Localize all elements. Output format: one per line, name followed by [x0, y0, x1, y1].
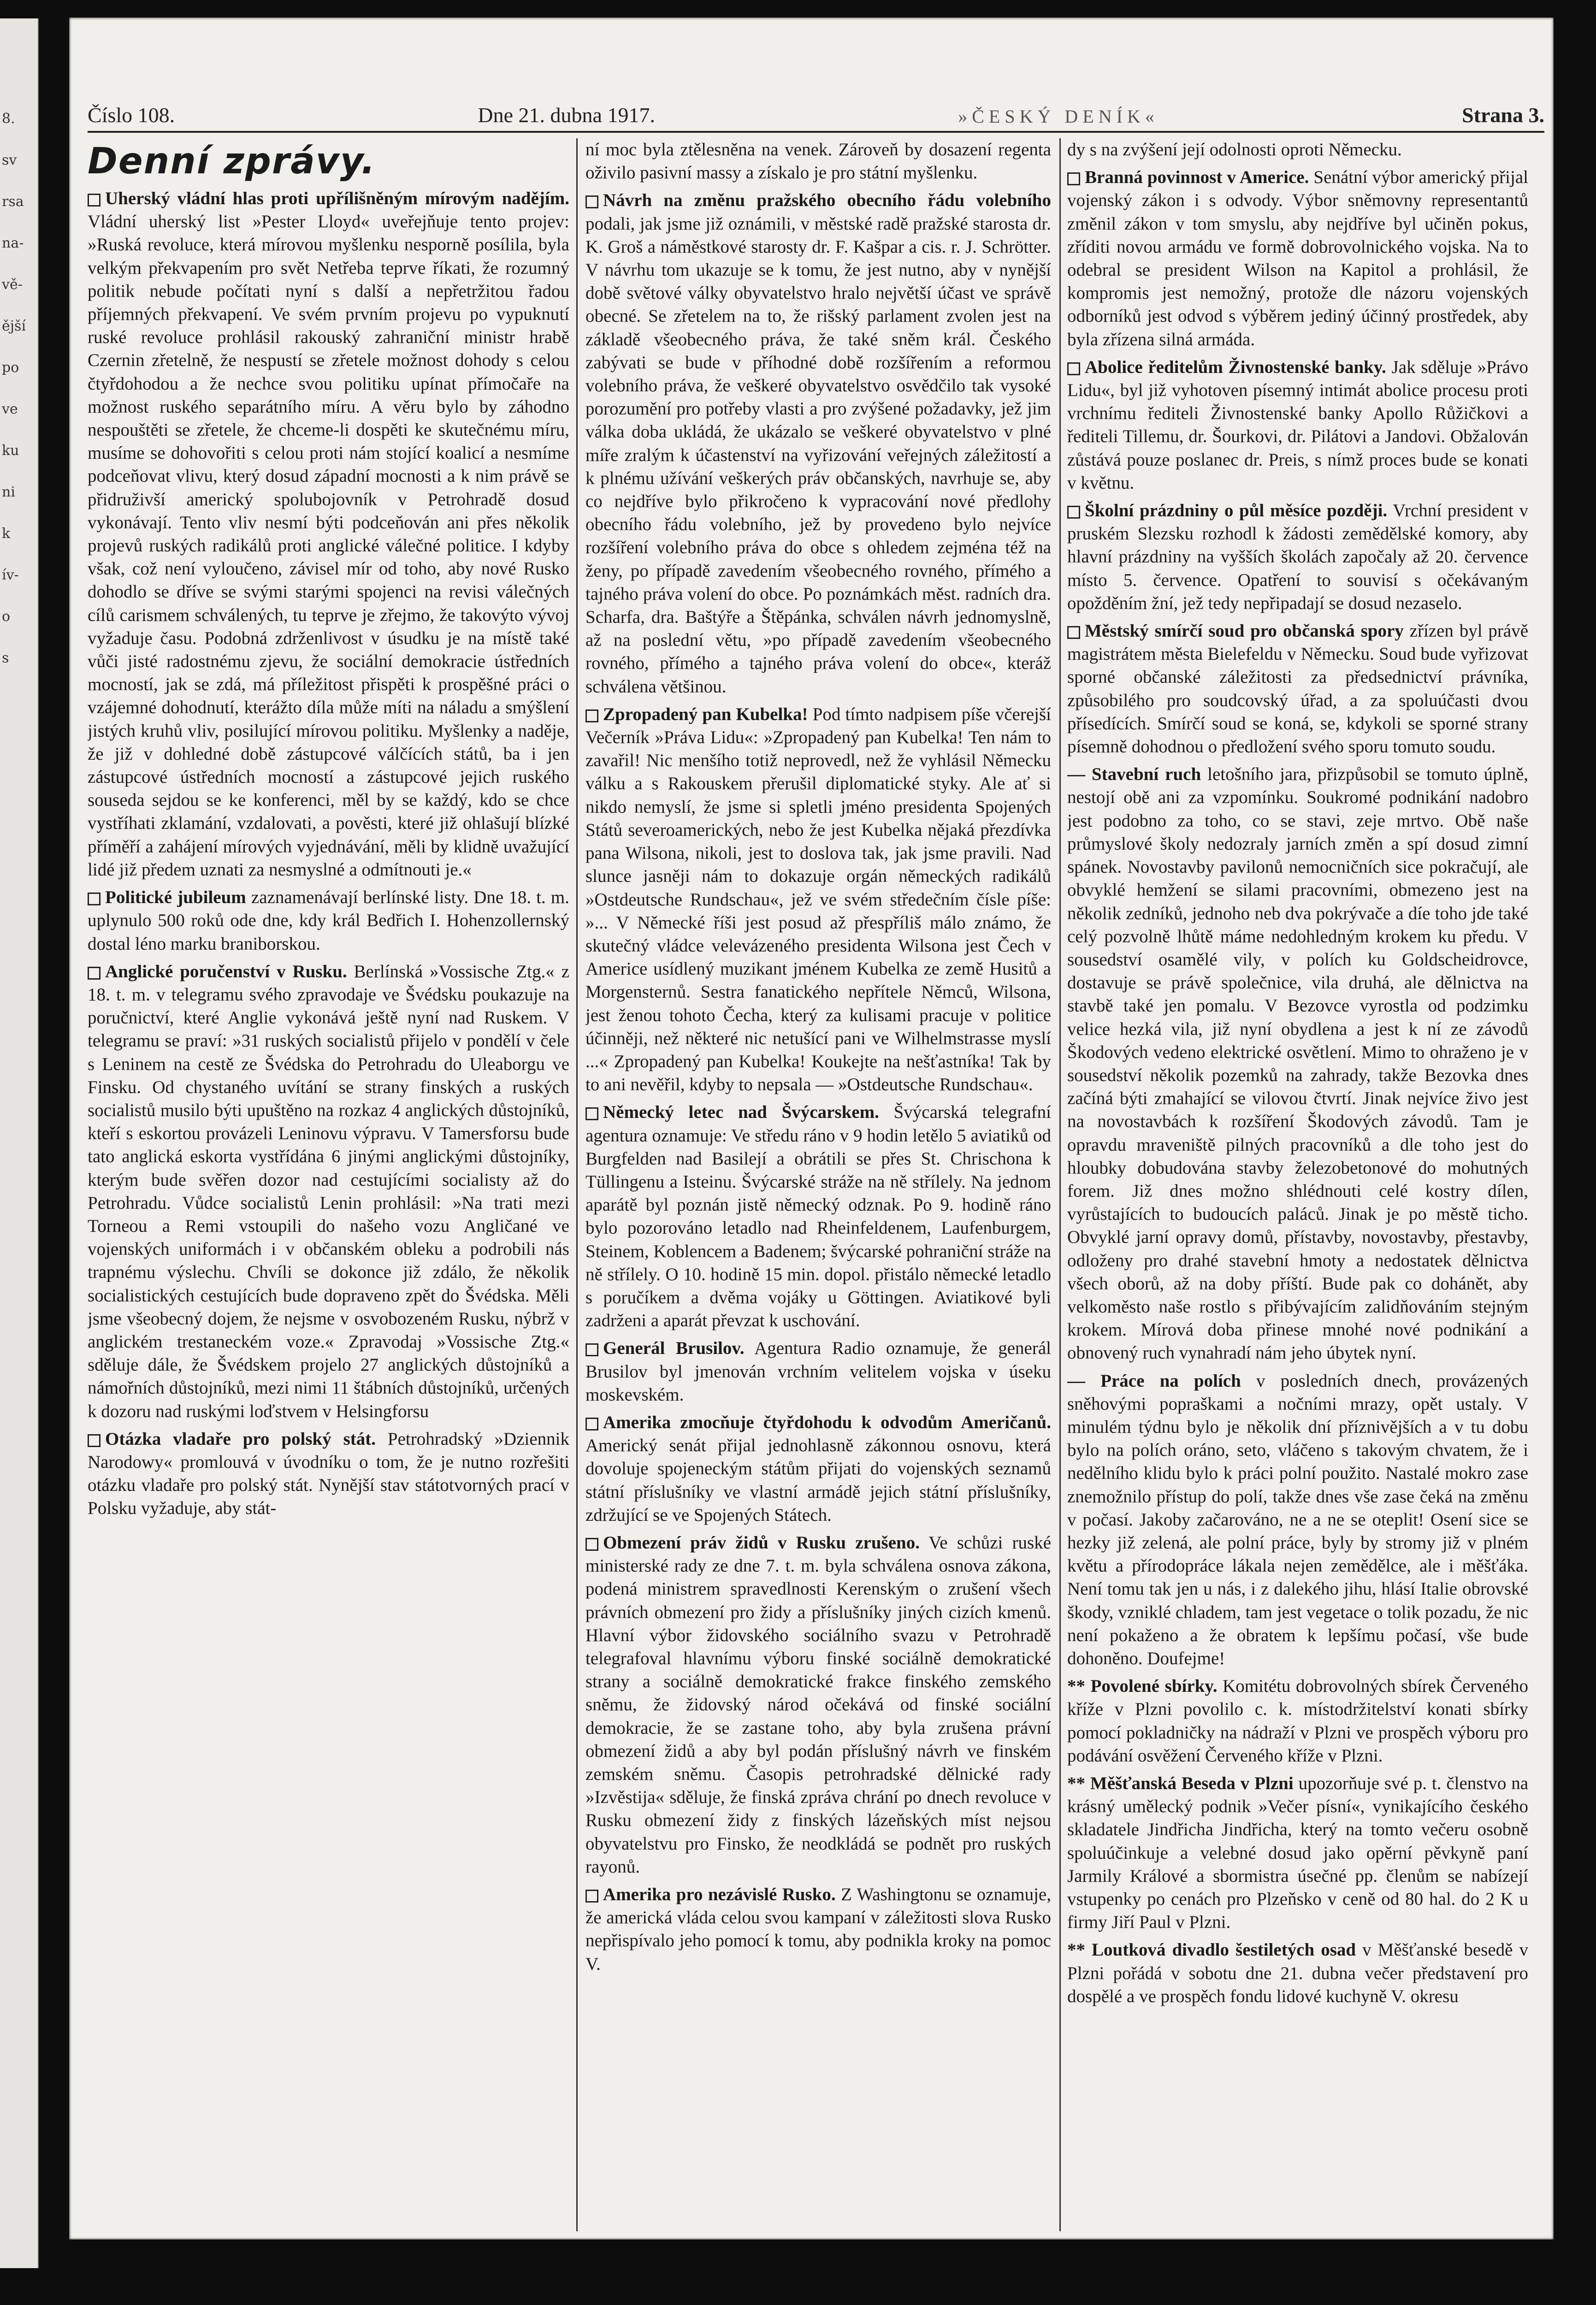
- newspaper-page: [69, 18, 1554, 2240]
- article: [88, 187, 569, 881]
- bullet-square-icon: [585, 1538, 598, 1551]
- column-divider: [576, 138, 578, 2231]
- margin-fragment: 8.: [2, 111, 15, 127]
- article-text: Švýcarská telegrafní agentura oznamuje: Ve středu ráno v 9 hodin letělo 5 aviatiků od Burgfelden nad Basilejí a obrátili se přes St. Chrischona k Tüllingenu a Isteinu. Švýcarské stráže na ně střílely. Na jednom aparátě byl poznán jistě německý odznak. Po 9. hodině ráno bylo pozorováno letadlo nad Rheinfeldenem, Laufenburgem, Steinem, Koblencem a Badenem; švýcarské pohraniční stráže na ně střílely. O 10. hodině 15 min. dopol. přistálo německé letadlo s poručíkem a dvěma vojáky u Göttingen. Aviatikové byli zadrženi a aparát převzat k uschování.: [585, 1102, 1051, 1331]
- article-text: Agentura Radio oznamuje, že generál Brusilov byl jmenován vrchním velitelem vojska v úseku moskevském.: [585, 1338, 1051, 1405]
- column-3: [1067, 138, 1528, 2222]
- article-text: Jak sděluje »Právo Lidu«, byl již vyhotoven písemný intimát abolice procesu proti vrchnímu řediteli Živnostenské banky Apollo Růžičkovi a řediteli Tillemu, dr. Šourkovi, dr. Pilátovi a Jandovi. Obžalován zůstává pouze poslanec dr. Preis, s nímž proces bude se konati v květnu.: [1067, 357, 1528, 493]
- bullet-square-icon: [585, 1107, 598, 1120]
- article: [585, 703, 1051, 1096]
- margin-fragment: sv: [2, 152, 17, 168]
- margin-fragment: po: [2, 360, 19, 376]
- article: [1067, 1772, 1528, 1934]
- article-headline: Uherský vládní hlas proti upřílišněným mírovým nadějím.: [105, 189, 569, 208]
- article-headline: Anglické poručenství v Rusku.: [105, 961, 347, 981]
- bullet-square-icon: [88, 1434, 100, 1447]
- margin-fragment: ve: [2, 401, 18, 417]
- margin-fragment: ív-: [2, 567, 19, 583]
- article-text: Vládní uherský list »Pester Lloyd« uveřejňuje tento projev: »Ruská revoluce, která mírovou myšlenku nesporně posílila, byla velkým překvapením pro svět Netřeba teprve říkati, že rozumný politik nebude počítati nyní s další a nepřetržitou řadou příjemných překvapení. Ve svém prvním projevu po vypuknutí ruské revoluce prohlásil rakouský zahraniční ministr hrabě Czernin zřetelně, že nespustí se zřetele možnost dohody s celou čtyřdohodou a že nechce svou politiku upínat přímočaře na možnost ruského separátního míru. A věru bylo by záhodno nespouštěti se zřetele, že chceme-li dospěti ke skutečnému míru, musíme se dohovořiti s celou proti nám stojící koalicí a nesmíme podceňovat vlivu, který dosud západní mocnosti a k nim právě se přidruživší americký spolubojovník v Petrohradě dosud vykonávají. Tento vliv nesmí býti podceňován ani přes několik projevů ruských radikálů proti anglické válečné politice. I kdyby však, což není vyloučeno, závisel mír od toho, aby nové Rusko dohodlo se dříve se svými starými spojenci na revisi válečných cílů carismem schválených, tu teprve je zřejmo, že takovýto vývoj vyžaduje času. Podobná zdrženlivost v úsudku je na místě také vůči jisté radostnému zjevu, že sociální demokracie ústředních mocností, jak se zdá, má příležitost přispěti k prospěšné práci o vzájemné dohodnutí, kterážto díla může míti na náladu a smýšlení jistých kruhů vliv, posilující mírovou politiku. Myšlenky a naděje, že již v dohledné době zástupcové válčících států, ba i jen zástupcové ústředních mocností a zástupcové jejich ruského souseda sejdou se ke konferenci, měl by se každý, kdo se chce vystříhati zklamání, vzdalovati, a pověsti, které již ohlašují blízké příměří a zahájení mírových vyjednávání, měli by klidně uvažující lidé již předem uznati za nesmyslné a odmítnouti je.«: [88, 212, 569, 880]
- article-text: letošního jara, přizpůsobil se tomuto úplně, nestojí obě ani za vzpomínku. Soukromé podnikání nadobro jest podobno za toho, co se stavi, zeje mrtvo. Obě naše průmyslové školy nedozraly jarních změn a spí dosud zimní spánek. Novostavby pavilonů nemocničních sice pokračují, ale obvyklé hemžení se silami pracovními, obmezeno jest na několik zedníků, jednoho neb dva pokrývače a díe toho jde také celý pozvolně lhůtě máme nedohledným krokem ku předu. V sousedství osamělé vily, v polích ku Goldscheidrovce, dostavuje se právě společnice, vila druhá, ale dělnictva na stavbě také jen pomalu. V Bezovce vyrostla od podzimku velice hezká vila, již nyní obydlena a jest k ní ze závodů Škodových vedeno elektrické osvětlení. Mimo to ohraženo je v sousedství několik pozemků na zahrady, takže Bezovka dnes začíná býti zmahající se vilovou čtvrtí. Jinak nejvíce živo jest na novostavbách k rozšíření Škodových závodů. Tam je opravdu mraveniště pilných pracovníků a dle toho jest do hloubky dobudována stavby železobetonové do mohutných forem. Již dnes možno shlédnouti celé kostry dílen, vyrůstajících to budoucích paláců. Jinak je po městě ticho. Obvyklé jarní opravy domů, přístavby, novostavby, přestavby, odloženy pro drahé stavební hmoty a nedostatek dělnictva všech oborů, až na doby příští. Bude pak co dohánět, aby velkoměsto naše rostlo s přibývajícím zalidňováním stejným krokem. Mírová doba přinese mnohé nové podnikání a obnovený ruch vynahradí nám jeho úbytek nyní.: [1067, 764, 1528, 1363]
- article-headline: ** Povolené sbírky.: [1067, 1676, 1218, 1696]
- margin-fragment: s: [2, 650, 9, 666]
- article-text: Komitétu dobrovolných sbírek Červeného kříže v Plzni povolilo c. k. místodržitelství konati sbírky pomocí pokladničky na nádraží v Plzni ve prospěch výboru pro podávání osvěžení Červeného kříže v Plzni.: [1067, 1676, 1528, 1766]
- margin-fragment: o: [2, 609, 11, 625]
- article-text: Petrohradský »Dziennik Narodowy« promlouvá v úvodníku o tom, že je nutno rozřešiti otázku vladaře pro polský stát. Nynější stav státotvorných prací v Polsku vyžaduje, aby stát-: [88, 1429, 569, 1519]
- bullet-square-icon: [1067, 362, 1080, 375]
- article: [88, 886, 569, 956]
- bullet-square-icon: [585, 1890, 598, 1903]
- bullet-square-icon: [585, 1343, 598, 1356]
- masthead: »ČESKÝ DENÍK«: [958, 106, 1159, 127]
- article-text: v posledních dnech, provázených sněhovými popraškami a nočními mrazy, opět ustaly. V minulém týdnu bylo je několik dní příznivějších a v tu dobu bylo na polích oráno, seto, vláčeno s takovým chvatem, že i nedělního klidu bylo k práci polní použito. Nastalé mokro zase znemožnilo přístup do polí, takže dnes vše zase čeká na změnu v počasí. Jakoby začarováno, ne a ne se oteplit! Osení sice se hezky již zelená, ale polní práce, byly by stromy již v plném květu a přírodopráce lákala nejen zemědělce, ale i měšťáka. Není tomu tak jen u nás, i z dalekého jihu, hlásí Italie obrovské škody, vzniklé chladem, tam jest vegetace o tolik pozadu, že nic není pokaženo a že obratem k lepšímu počasí, vše bude dohoněno. Doufejme!: [1067, 1371, 1528, 1668]
- bullet-square-icon: [1067, 506, 1080, 519]
- article-headline: Amerika zmocňuje čtyřdohodu k odvodům Američanů.: [603, 1412, 1051, 1432]
- article-headline: Abolice ředitelům Živnostenské banky.: [1085, 357, 1386, 377]
- article-text: ní moc byla ztělesněna na venek. Zároveň by dosazení regenta oživilo pasivní massy a získalo je pro státní myšlenku.: [585, 140, 1051, 183]
- article-text: Pod tímto nadpisem píše včerejší Večerník »Práva Lidu«: »Zpropadený pan Kubelka! Ten nám to zavařil! Nic menšího totiž neprovedl, než že vyhlásil Německu válku a s Rakouskem přerušil diplomatické styky. Ale ať si nikdo nemyslí, že jsme si spletli jméno presidenta Spojených Států severoamerických, nebo že jest Kubelka nějaká přezdívka pana Wilsona, nikoli, jest to doslova tak, jak jsme pravili. Nad slunce jasněji nám to dokazuje orgán německých radikálů »Ostdeutsche Rundschau«, jež ve svém středečním čísle píše: »... V Německé říši jest posud až přespříliš málo známo, že skutečný vládce velevázeného presidenta Wilsona jest Čech v Americe usídlený muzikant jménem Kubelka ze země Husitů a Morgensternů. Sestra fanatického nepřítele Němců, Wilsona, jest ženou tohoto Čecha, který za kulisami pracuje v politice účinněji, než některé nic netušící pani ve Wilhelmstrasse myslí ...« Zpropadený pan Kubelka! Koukejte na nešťastníka! Tak by to ani nevěřil, kdyby to nepsala — »Ostdeutsche Rundschau«.: [585, 704, 1051, 1095]
- article-headline: ** Loutková divadlo šestiletých osad: [1067, 1940, 1356, 1960]
- bullet-square-icon: [88, 892, 100, 905]
- article-text: v Měšťanské besedě v Plzni pořádá v sobotu dne 21. dubna večer představení pro dospělé a ve prospěch fondu lidové kuchyně V. okresu: [1067, 1940, 1528, 2006]
- article: [88, 1428, 569, 1520]
- article-headline: Otázka vladaře pro polský stát.: [105, 1429, 376, 1449]
- article-text: podali, jak jsme již oznámili, v městské radě pražské starosta dr. K. Groš a náměstkové starosty dr. F. Kašpar a cis. r. J. Schrötter. V návrhu tom ukazuje se k tomu, že jest nutno, aby v nynější době světové války obyvatelstvo hralo největší účast ve správě obecné. Se zřetelem na to, že rišský parlament zvolen jest na základě všeobecného práva, že také sněm král. Českého zabývati se bude v příhodné době rozšířením a reformou volebního práva, že veškeré obyvatelstvo osvědčilo tak vysoké porozumění pro potřeby vlasti a pro zvýšené požadavky, jež jim válka doba ukládá, že ukázalo se veškeré obyvatelstvo v plné míře zralým k účastenství na vyřizování veřejných záležitostí a k plnému užívání veškerých práv občanských, navrhuje se, aby co nejdříve bylo přikročeno k vypracování nové předlohy obecního řádu volebního, jež by provedeno bylo nejvíce rozšíření volebního práva do obce s ohledem zejména též na ženy, po případě zavedením všeobecného rovného, přímého a tajného práva volení do obce. Po poznámkách měst. radních dra. Scharfa, dra. Baštýře a Štěpánka, schválen návrh jednomyslně, až na poslední větu, »po případě zavedením všeobecného rovného, přímého a tajného práva volení do obce«, kteráž schválena většinou.: [585, 213, 1051, 697]
- bullet-square-icon: [88, 194, 100, 207]
- article-headline: — Stavební ruch: [1067, 764, 1201, 785]
- margin-fragment: ější: [2, 318, 26, 334]
- article-headline: Zpropadený pan Kubelka!: [603, 704, 808, 724]
- article: [1067, 1939, 1528, 2008]
- column-2: [585, 138, 1051, 2222]
- bullet-square-icon: [1067, 172, 1080, 185]
- article-text: Americký senát přijal jednohlasně zákonnou osnovu, která dovoluje spojeneckým státům přijati do vojenských seznamů státní příslušníky ve vlastní armádě jejich státní příslušníky, zdržující se ve Spojených Státech.: [585, 1436, 1051, 1525]
- article: [585, 138, 1051, 184]
- issue-number: Číslo 108.: [88, 103, 175, 127]
- article-text: zaznamenávají berlínské listy. Dne 18. t. m. uplynulo 500 roků ode dne, kdy král Bedřich I. Hohenzollernský dostal léno marku braniborskou.: [88, 887, 569, 954]
- article: [585, 1411, 1051, 1527]
- margin-fragment: ni: [2, 484, 15, 500]
- column-divider: [1059, 138, 1061, 2231]
- article-text: Vrchní president v pruském Slezsku rozhodl k žádosti zemědělské komory, aby hlavní prázdniny na vyšších školách započaly až 20. července místo 5. července. Opatření to souvisí s očekávaným opožděním žní, jež tedy nepřipadají se dosud nezaselo.: [1067, 501, 1528, 613]
- article: [585, 1531, 1051, 1879]
- article-headline: Obmezení práv židů v Rusku zrušeno.: [603, 1532, 920, 1553]
- article: [585, 1101, 1051, 1332]
- margin-fragment: k: [2, 526, 11, 542]
- article: [1067, 356, 1528, 495]
- bullet-square-icon: [585, 1418, 598, 1430]
- article: [1067, 499, 1528, 615]
- section-title: Denní zprávy.: [88, 141, 376, 182]
- article-headline: ** Měšťanská Beseda v Plzni: [1067, 1773, 1294, 1794]
- article-text: dy s na zvýšení její odolnosti oproti Německu.: [1067, 140, 1402, 160]
- article: [1067, 138, 1528, 161]
- article-headline: Generál Brusilov.: [603, 1338, 745, 1359]
- bullet-square-icon: [585, 709, 598, 722]
- article-headline: Branná povinnost v Americe.: [1085, 167, 1309, 188]
- bullet-square-icon: [585, 195, 598, 208]
- article: [585, 189, 1051, 698]
- article-headline: Školní prázdniny o půl měsíce později.: [1085, 501, 1388, 521]
- article-headline: Politické jubileum: [105, 887, 246, 908]
- issue-date: Dne 21. dubna 1917.: [478, 103, 655, 127]
- article-headline: Amerika pro nezávislé Rusko.: [603, 1885, 836, 1905]
- article: [1067, 620, 1528, 758]
- article: [1067, 1370, 1528, 1671]
- column-1: [88, 138, 569, 2222]
- article: [585, 1883, 1051, 1976]
- article: [585, 1337, 1051, 1407]
- bullet-square-icon: [88, 967, 100, 980]
- article-text: Berlínská »Vossische Ztg.« z 18. t. m. v telegramu svého zpravodaje ve Švédsku poukazuje na poručnictví, které Anglie vykonává ještě nyní nad Ruskem. V telegramu se praví: »31 ruských socialistů přijelo v pondělí v čele s Leninem na cestě ze Švédska do Petrohradu do Uleaborgu ve Finsku. Od chystaného uvítání se strany finských a ruských socialistů musilo býti upuštěno na rozkaz 4 anglických důstojníků, kteří s eskortou provázeli Leninovu výpravu. V Tamersforsu bude tato anglická eskorta vystřídána 6 jinými anglickými důstojníky, kterým bude svěřen dozor nad cestujícími socialisty až do Petrohradu. Vůdce socialistů Lenin prohlásil: »Na trati mezi Torneou a Remi vstoupili do našeho vozu Angličané ve vojenských uniformách i v občanském obleku a podrobili nás trapnému výslechu. Chvíli se dokonce již zdálo, že několik socialistických cestujících bude dopraveno zpět do Švédska. Měli jsme všeobecný dojem, že nejsme v osvobozeném Rusku, nýbrž v anglickém trestaneckém voze.« Zpravodaj »Vossische Ztg.« sděluje dále, že Švédskem projelo 27 anglických důstojníků a námořních důstojníků, mezi nimi 11 štábních důstojníků, určených k dozoru nad ruskými loďstvem v Helsingforsu: [88, 961, 569, 1421]
- article: [1067, 166, 1528, 351]
- adjacent-page-margin: [0, 18, 39, 2268]
- article-text: Senátní výbor americký přijal vojenský zákon i s odvody. Výbor sněmovny representantů změnil zákon v tom smyslu, aby nejdříve byl učiněn pokus, zříditi novou armádu ve formě dobrovolnického vojska. Na to odebral se president Wilson na Kapitol a prohlásil, že kompromis jest nemožný, protože dle názoru vojenských odborníků jest odvod s výběrem jediný účinný prostředek, aby byla zřízena silná armáda.: [1067, 167, 1528, 349]
- bullet-square-icon: [1067, 626, 1080, 639]
- article-text: zřízen byl právě magistrátem města Bielefeldu v Německu. Soud bude vyřizovat sporné občanské záležitosti za předsednictví právníka, způsobilého pro soudcovský úřad, a za spoluúčasti dvou přísedících. Smírčí soud se koná, se, kdykoli se sporné strany písemně dohodnou o předložení svého sporu tomuto soudu.: [1067, 621, 1528, 757]
- page-header: [88, 82, 1544, 133]
- article: [1067, 1675, 1528, 1767]
- article-headline: Návrh na změnu pražského obecního řádu volebního: [603, 190, 1051, 211]
- margin-fragment: rsa: [2, 194, 24, 210]
- margin-fragment: na-: [2, 235, 24, 251]
- article-text: Ve schůzi ruské ministerské rady ze dne 7. t. m. byla schválena osnova zákona, podená ministrem spravedlnosti Kerenským o zrušení všech právních obmezení pro židy a příslušníky jiných cizích kmenů. Hlavní výbor židovského sociálního svazu v Petrohradě telegrafoval hlavnímu výboru finské sociálně demokratické strany a sociálně demokratické frakce finského zemského sněmu, že židovský národ očekává od finské sociální demokracie, že se zastane toho, aby byla zrušena právní obmezení židů a aby byl podán příslušný návrh ve finském zemském sněmu. Časopis petrohradské dělnické rady »Izvěstija« sděluje, že finská zpráva chrání po dnech revoluce v Rusku obmezení židy z finských lázeňských míst nejsou obyvatelstvu pro Finsko, že neodkládá se podnět pro ruských rayonů.: [585, 1532, 1051, 1877]
- article-headline: — Práce na polích: [1067, 1371, 1241, 1391]
- margin-fragment: vě-: [2, 277, 23, 293]
- margin-fragment: ku: [2, 443, 19, 459]
- article-headline: Německý letec nad Švýcarskem.: [603, 1102, 879, 1123]
- article: [1067, 763, 1528, 1365]
- article: [88, 960, 569, 1423]
- page-number: Strana 3.: [1462, 103, 1544, 127]
- article-text: upozorňuje své p. t. členstvo na krásný umělecký podnik »Večer písní«, vynikajícího českého skladatele Jindřicha Jindřicha, který na tomto večeru osobně spoluúčinkuje a velebné dosud jako opěrní pěvkyně paní Jarmily Králové a sbormistra úsečné pp. členům se nabízejí vstupenky po cenách pro Plzeňsko v ceně od 80 hal. do 2 K u firmy Jiří Paul v Plzni.: [1067, 1773, 1528, 1933]
- article-text: Z Washingtonu se oznamuje, že americká vláda celou svou kampaní v záležitosti slova Rusko nepřispívalo jeho pomocí k tomu, aby podnikla kroky na pomoc V.: [585, 1885, 1051, 1974]
- article-headline: Městský smírčí soud pro občanská spory: [1085, 621, 1404, 641]
